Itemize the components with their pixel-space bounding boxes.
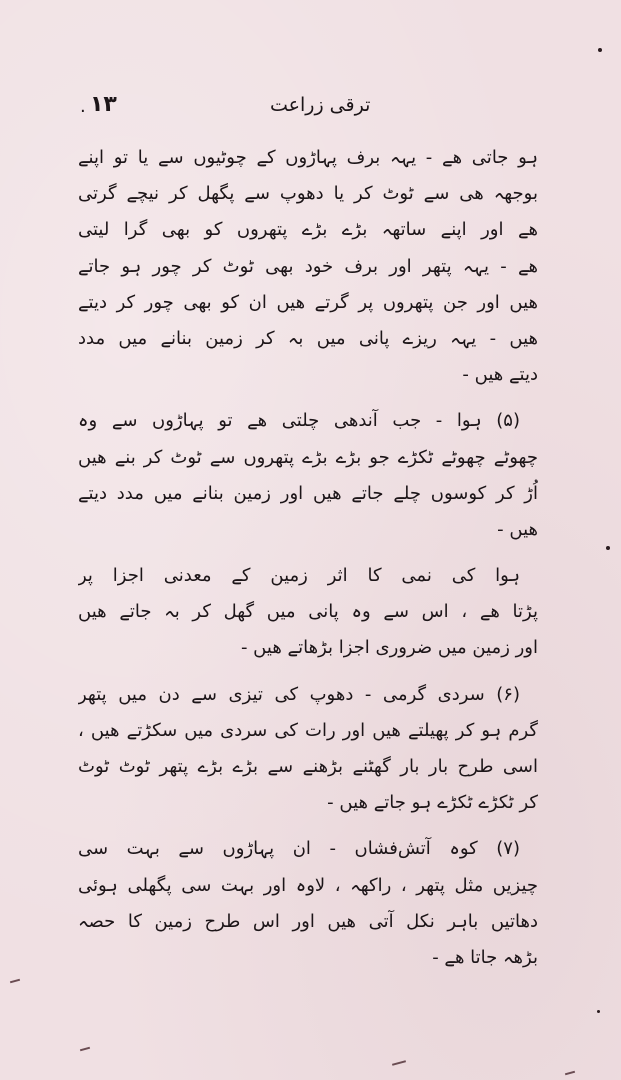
text-line: ھیں - [497,518,538,540]
text-line: ہو جاتی ھے - یہہ برف پہاڑوں کے چوٹیوں سے یا تو اپنے [78,147,538,168]
page-number-dot: . [80,96,86,117]
scan-speck [598,48,602,52]
text-line: ھے اور اپنے ساتھہ بڑے بڑے پتھروں کو بھی گرا لیتی [78,219,538,241]
scan-speck [606,546,610,550]
text-line: کر ٹکڑے ٹکڑے ہو جاتے ھیں - [327,792,538,814]
text-line: ھیں اور جن پتھروں پر گرتے ھیں ان کو بھی چور کر دیتے [78,291,538,313]
page-header [80,92,560,132]
text-line: اسی طرح بار بار گھٹنے بڑھنے سے بڑے بڑے پتھر ٹوٹ ٹوٹ [78,756,538,777]
margin-mark [565,1071,575,1076]
margin-mark [10,979,20,984]
text-line: اُڑ کر کوسوں چلے جاتے ھیں اور زمین بنانے میں مدد دیتے [78,482,538,504]
paragraph [78,558,538,667]
paragraph [78,831,538,976]
text-line: گرم ہو کر پھیلتے ھیں اور رات کی سردی میں سکڑتے ھیں ، [78,719,538,741]
page-body [78,140,538,976]
text-line: (۷) کوہ آتش‌فشاں - ان پہاڑوں سے بہت سی [78,838,520,860]
paragraph [78,140,538,393]
text-line: چیزیں مثل پتھر ، راکھہ ، لاوہ اور بہت سی پگھلی ہوئی [78,874,538,896]
margin-mark [80,1047,90,1052]
page-number: ۱۳ [90,92,117,117]
text-line: پڑتا ھے ، اس سے وہ پانی میں گھل کر بہ جاتے ھیں [78,601,538,623]
text-line: دیتے ھیں - [462,364,538,386]
margin-mark [392,1060,406,1066]
text-line: بوجھہ ھی سے ٹوٹ کر یا دھوپ سے پگھل کر نیچے گرتی [78,183,538,205]
text-line: دھاتیں باہر نکل آتی ھیں اور اس طرح زمین کا حصہ [78,910,538,932]
text-line: بڑھہ جاتا ھے - [432,946,538,968]
text-line: چھوٹے چھوٹے ٹکڑے جو بڑے بڑے پتھروں سے ٹوٹ کر بنے ھیں [78,446,538,468]
running-title: ترقی زراعت [270,94,371,116]
scan-speck [597,1010,600,1013]
text-line: (۶) سردی گرمی - دھوپ کی تیزی سے دن میں پتھر [78,683,520,705]
text-line: ھیں - یہہ ریزے پانی میں بہ کر زمین بنانے میں مدد [78,327,538,349]
text-line: ھے - یہہ پتھر اور برف خود بھی ٹوٹ کر چور ہو جاتے [78,255,538,277]
text-line: (۵) ہوا - جب آندھی چلتی ھے تو پہاڑوں سے وہ [78,410,520,432]
paragraph [78,403,538,548]
text-line: اور زمین میں ضروری اجزا بڑھاتے ھیں - [240,637,538,659]
paragraph [78,677,538,822]
text-line: ہوا کی نمی کا اثر زمین کے معدنی اجزا پر [78,565,520,587]
